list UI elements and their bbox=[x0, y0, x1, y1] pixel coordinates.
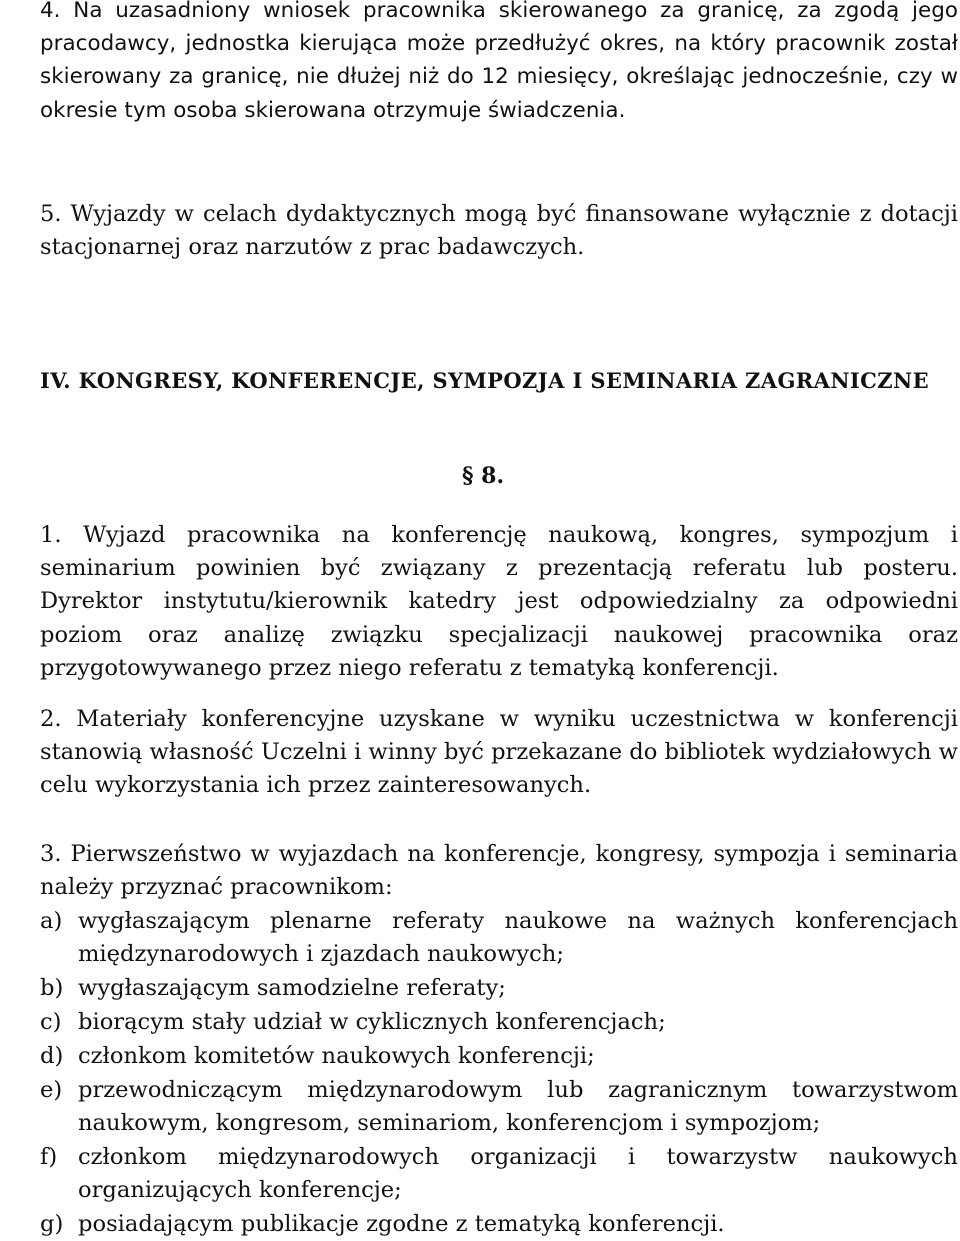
list-item-letter: d) bbox=[40, 1043, 64, 1069]
list-item-text: biorącym stały udział w cyklicznych konferencjach; bbox=[78, 1009, 666, 1035]
list-item bbox=[40, 1141, 958, 1207]
paragraph-5: 5. Wyjazdy w celach dydaktycznych mogą być finansowane wyłącznie z dotacji stacjonarnej oraz narzutów z prac badawczych. bbox=[40, 201, 958, 261]
paragraph-4: 4. Na uzasadniony wniosek pracownika skierowanego za granicę, za zgodą jego pracodawcy, jednostka kierująca może przedłużyć okres, na który pracownik został skierowany za granicę, nie dłużej niż do 12 miesięcy, określając jednocześnie, czy w okresie tym osoba skierowana otrzymuje świadczenia. bbox=[40, 0, 958, 123]
list-item-letter: e) bbox=[40, 1077, 63, 1103]
list-item bbox=[40, 972, 958, 1005]
list-item bbox=[40, 1208, 958, 1241]
point-3: 3. Pierwszeństwo w wyjazdach na konferencje, kongresy, sympozja i seminaria należy przyznać pracownikom: bbox=[40, 841, 958, 901]
list-item-text: członkom międzynarodowych organizacji i towarzystw naukowych organizujących konferencje; bbox=[78, 1144, 958, 1204]
list-item-text: członkom komitetów naukowych konferencji; bbox=[78, 1043, 595, 1069]
list-item bbox=[40, 1006, 958, 1039]
list-item-text: przewodniczącym międzynarodowym lub zagranicznym towarzystwom naukowym, kongresom, seminariom, konferencjom i sympozjom; bbox=[78, 1077, 958, 1137]
list-item bbox=[40, 1040, 958, 1073]
list-item-letter: b) bbox=[40, 975, 64, 1001]
list-item-text: wygłaszającym samodzielne referaty; bbox=[78, 975, 506, 1001]
section-mark: § 8. bbox=[462, 463, 505, 489]
list-item bbox=[40, 1074, 958, 1140]
section-heading: IV. KONGRESY, KONFERENCJE, SYMPOZJA I SEMINARIA ZAGRANICZNE bbox=[40, 368, 929, 393]
list-item bbox=[40, 905, 958, 971]
list-item-letter: a) bbox=[40, 908, 63, 934]
point-1: 1. Wyjazd pracownika na konferencję naukową, kongres, sympozjum i seminarium powinien być związany z prezentacją referatu lub posteru. Dyrektor instytutu/kierownik katedry jest odpowiedzialny za odpowiedni poziom oraz analizę związku specjalizacji naukowej pracownika oraz przygotowywanego przez niego referatu z tematyką konferencji. bbox=[40, 522, 958, 681]
list-item-letter: g) bbox=[40, 1211, 64, 1237]
list-item-letter: c) bbox=[40, 1009, 62, 1035]
point-2: 2. Materiały konferencyjne uzyskane w wyniku uczestnictwa w konferencji stanowią własność Uczelni i winny być przekazane do bibliotek wydziałowych w celu wykorzystania ich przez zainteresowanych. bbox=[40, 706, 958, 799]
list-item-text: wygłaszającym plenarne referaty naukowe na ważnych konferencjach międzynarodowych i zjazdach naukowych; bbox=[78, 908, 958, 968]
list-item-text: posiadającym publikacje zgodne z tematyką konferencji. bbox=[78, 1211, 725, 1237]
list-item-letter: f) bbox=[40, 1144, 58, 1170]
